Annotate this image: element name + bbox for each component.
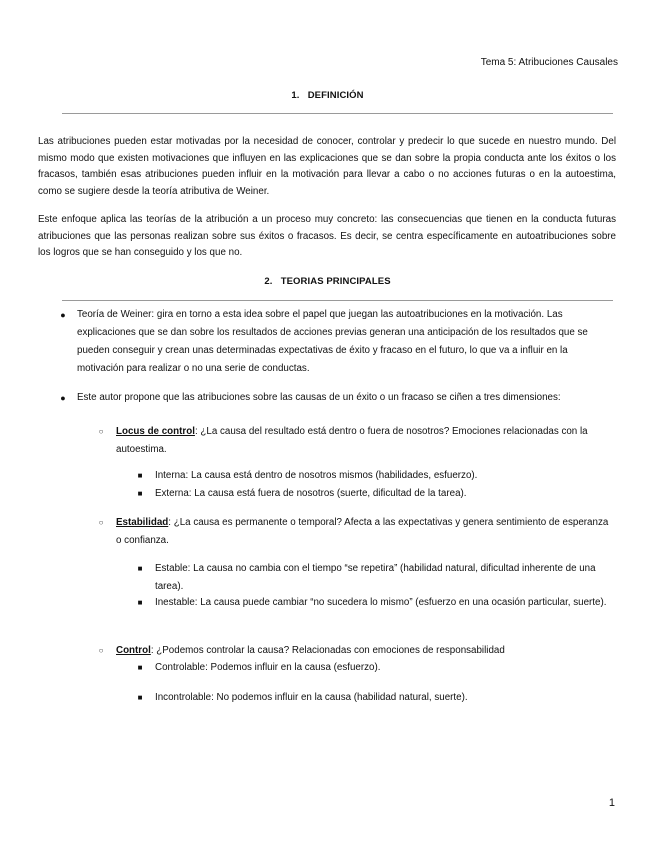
dimension-term: Locus de control (116, 426, 195, 437)
dimension-description: : ¿La causa es permanente o temporal? Afecta a las expectativas y genera sentimiento de esperanza o confianza. (116, 517, 609, 546)
section-title-text: TEORIAS PRINCIPALES (280, 276, 391, 287)
section-number: 2. (264, 276, 273, 287)
dimension-description: : ¿La causa del resultado está dentro o fuera de nosotros? Emociones relacionadas con la autoestima. (116, 426, 588, 455)
bullet-marker: ● (60, 393, 66, 403)
section-title-teorias (0, 274, 655, 291)
list-item (137, 659, 610, 677)
list-item (137, 560, 610, 596)
dimension-item-locus (98, 423, 610, 459)
list-item (60, 306, 615, 378)
bullet-marker: ○ (98, 518, 104, 527)
section-title-text: DEFINICIÓN (307, 90, 364, 101)
bullet-marker: ■ (137, 693, 143, 702)
list-item (60, 389, 615, 407)
list-item (137, 485, 610, 503)
list-item-text: Interna: La causa está dentro de nosotros mismos (habilidades, esfuerzo). (155, 470, 478, 481)
list-item (137, 467, 610, 485)
section-title-definicion (0, 88, 655, 105)
list-item (137, 689, 610, 707)
bullet-marker: ○ (98, 646, 104, 655)
bullet-marker: ■ (137, 663, 143, 672)
dimension-term: Estabilidad (116, 517, 169, 528)
list-item-text: Este autor propone que las atribuciones sobre las causas de un éxito o un fracaso se ciñen a tres dimensiones: (77, 392, 561, 403)
list-item-text: Estable: La causa no cambia con el tiempo “se repetira” (habilidad natural, dificultad inherente de una tarea). (155, 563, 596, 592)
section-number: 1. (291, 90, 300, 101)
bullet-marker: ■ (137, 471, 143, 480)
bullet-marker: ■ (137, 489, 143, 498)
bullet-marker: ■ (137, 598, 143, 607)
list-item-text: Externa: La causa está fuera de nosotros (suerte, dificultad de la tarea). (155, 488, 467, 499)
bullet-marker: ● (60, 310, 66, 320)
page-number: 1 (608, 797, 615, 809)
list-item-text: Inestable: La causa puede cambiar “no sucedera lo mismo” (esfuerzo en una ocasión particular, suerte). (155, 597, 607, 608)
list-item (137, 594, 610, 612)
dimension-item-control (98, 642, 610, 660)
section-divider (62, 300, 613, 301)
definition-paragraph: Este enfoque aplica las teorías de la atribución a un proceso muy concreto: las consecuencias que tienen en la conducta futuras atribuciones que las personas realizan sobre sus éxitos o fracasos. Es decir, se centra específicamente en autoatribuciones sobre los logros que se han conseguido y los que no. (38, 214, 616, 258)
dimension-item-estabilidad (98, 514, 610, 550)
list-item-text: Incontrolable: No podemos influir en la causa (habilidad natural, suerte). (155, 692, 468, 703)
section-divider (62, 113, 613, 114)
page-header: Tema 5: Atribuciones Causales (480, 57, 618, 68)
dimension-term: Control (116, 645, 151, 656)
bullet-marker: ■ (137, 564, 143, 573)
bullet-marker: ○ (98, 427, 104, 436)
list-item-text: Controlable: Podemos influir en la causa (esfuerzo). (155, 662, 381, 673)
dimension-description: : ¿Podemos controlar la causa? Relacionadas con emociones de responsabilidad (150, 645, 505, 656)
list-item-text: Teoría de Weiner: gira en torno a esta idea sobre el papel que juegan las autoatribuciones en la motivación. Las explicaciones que se dan sobre los resultados de acciones previas generan una anticipación de los resultados que se pueden conseguir y crean unas determinadas expectativas de éxito y fracaso en el futuro, lo que va a influir en la motivación para realizar o no una serie de conductas. (77, 309, 588, 374)
definition-paragraph: Las atribuciones pueden estar motivadas por la necesidad de conocer, controlar y predecir lo que sucede en nuestro mundo. Del mismo modo que existen motivaciones que influyen en las explicaciones que se dan sobre la propia conducta ante los éxitos o los fracasos, también esas atribuciones pueden influir en la motivación para llevar a cabo o no acciones futuras o en la autoestima, como se sugiere desde la teoría atributiva de Weiner. (38, 136, 616, 197)
